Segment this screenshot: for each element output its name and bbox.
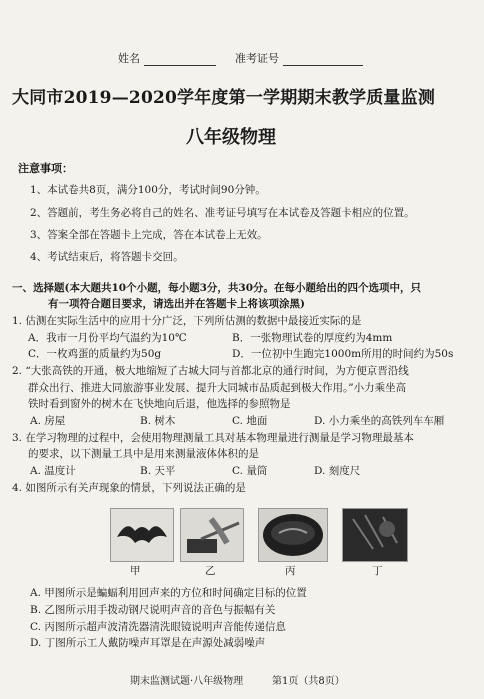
question-stem: 1. 估测在实际生活中的应用十分广泛，下列所估测的数据中最接近实际的是 [12, 315, 362, 327]
name-label: 姓名 [118, 52, 140, 65]
figure-caption: 丙 [285, 565, 296, 577]
section-heading: 一、选择题(本大题共10个小题，每小题3分，共30分。在每小题给出的四个选项中，只 [12, 282, 421, 294]
question-stem-cont: 的要求，以下测量工具中是用来测量液体体积的是 [28, 448, 259, 460]
option-d: D．一位初中生跑完1000m所用的时间约为50s [232, 348, 454, 360]
option-b: B. 天平 [140, 465, 176, 477]
option-a: A. 甲图所示是蝙蝠利用回声来的方位和时间确定目标的位置 [30, 587, 307, 599]
option-b: B. 乙图所示用手拨动钢尺说明声音的音色与振幅有关 [30, 604, 276, 616]
name-underline [144, 52, 216, 66]
exam-id-underline [283, 52, 363, 66]
option-c: C. 量筒 [232, 465, 268, 477]
option-a: A. 温度计 [30, 465, 76, 477]
question-stem-cont: 群众出行、推进大同旅游事业发展、提升大同城市品质起到极大作用。”小力乘坐高 [28, 382, 407, 394]
note-item: 1、本试卷共8页，满分100分，考试时间90分钟。 [30, 184, 266, 196]
option-c: C．一枚鸡蛋的质量约为50g [28, 348, 162, 360]
exam-id-label: 准考证号 [235, 52, 279, 65]
bat-icon [111, 509, 173, 561]
subject-title: 八年级物理 [186, 127, 276, 148]
figure-caption: 乙 [205, 565, 216, 577]
option-b: B. 树木 [140, 415, 176, 427]
option-a: A. 房屋 [30, 415, 66, 427]
note-item: 2、答题前，考生务必将自己的姓名、准考证号填写在本试卷及答题卡相应的位置。 [30, 207, 415, 219]
figure-bat [110, 508, 174, 562]
cleaner-icon [259, 509, 327, 561]
exam-id-field [235, 50, 363, 66]
question-stem: 3. 在学习物理的过程中，会使用物理测量工具对基本物理量进行测量是学习物理最基本 [12, 432, 414, 444]
footer-title: 期末监测试题·八年级物理 [130, 676, 244, 687]
ruler-icon [181, 509, 243, 561]
figure-ruler [180, 508, 244, 562]
note-item: 3、答案全部在答题卡上完成，答在本试卷上无效。 [30, 229, 268, 241]
figure-ear-protection [342, 508, 408, 562]
option-c: C. 丙图所示超声波清洗器清洗眼镜说明声音能传递信息 [30, 621, 286, 633]
notes-heading: 注意事项： [18, 162, 73, 175]
note-item: 4、考试结束后，将答题卡交回。 [30, 251, 184, 263]
option-d: D. 丁图所示工人戴防噪声耳罩是在声源处减弱噪声 [30, 637, 266, 649]
option-b: B．一张物理试卷的厚度约为4mm [232, 332, 393, 344]
option-c: C. 地面 [232, 415, 268, 427]
question-stem: 4. 如图所示有关声现象的情景，下列说法正确的是 [12, 482, 246, 494]
question-stem-cont: 铁时看到窗外的树木在飞快地向后退，他选择的参照物是 [28, 398, 291, 410]
question-stem: 2. “大张高铁的开通，极大地缩短了古城大同与首都北京的通行时间，为方便京晋沿线 [12, 365, 409, 377]
earmuff-icon [343, 509, 407, 561]
figure-ultrasonic-cleaner [258, 508, 328, 562]
page-title: 大同市2019—2020学年度第一学期期末教学质量监测 [12, 88, 436, 108]
figure-caption: 甲 [130, 565, 141, 577]
option-d: D. 小力乘坐的高铁列车车厢 [314, 415, 445, 427]
page-number: 第1页（共8页） [272, 676, 345, 687]
option-a: A．我市一月份平均气温约为10℃ [28, 332, 187, 344]
figure-caption: 丁 [372, 565, 383, 577]
option-d: D. 刻度尺 [314, 465, 361, 477]
section-heading-cont: 有一项符合题目要求，请选出并在答题卡上将该项涂黑) [48, 298, 305, 310]
name-field [118, 50, 216, 66]
